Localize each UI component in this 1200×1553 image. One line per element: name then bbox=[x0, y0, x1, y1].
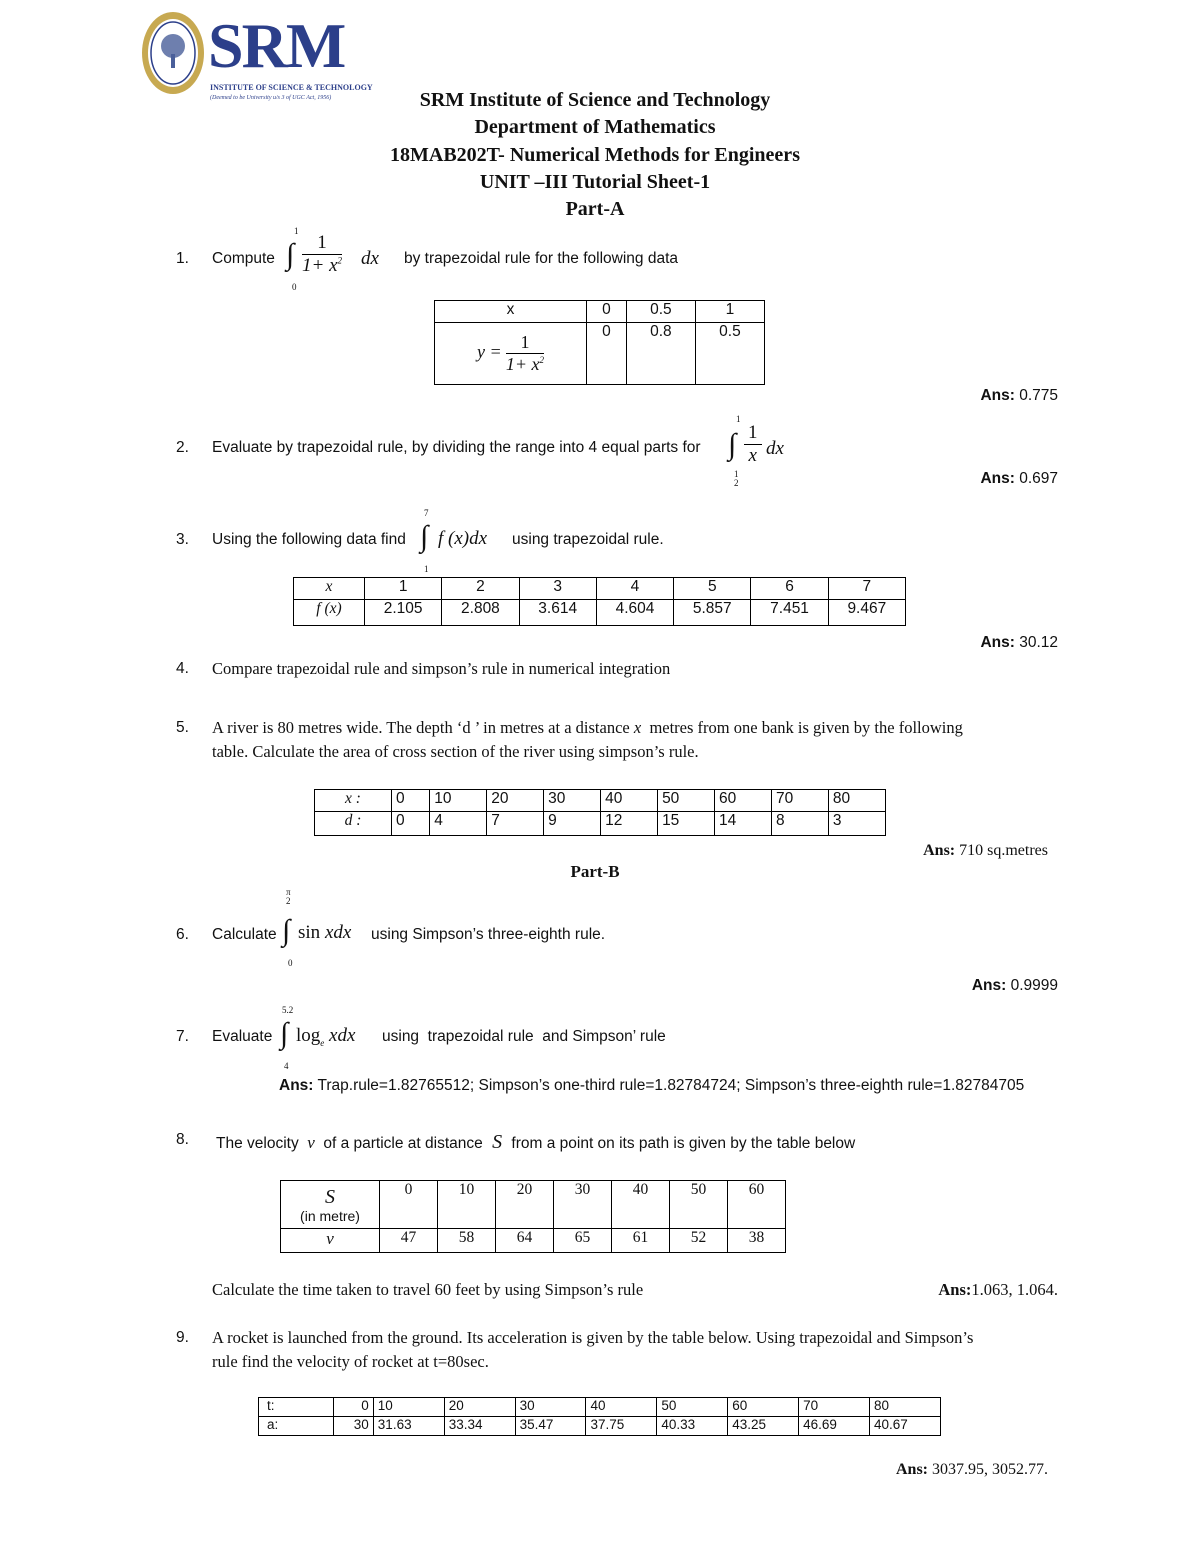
table-cell: 61 bbox=[612, 1229, 670, 1253]
table-cell: 0 bbox=[392, 812, 430, 836]
table-cell: 58 bbox=[438, 1229, 496, 1253]
question-text: rule find the velocity of rocket at t=80sec. bbox=[212, 1352, 489, 1371]
table-cell: 33.34 bbox=[444, 1417, 515, 1436]
table-cell: 40 bbox=[586, 1398, 657, 1417]
part-b-heading: Part-B bbox=[570, 862, 620, 881]
logo-subtitle: INSTITUTE OF SCIENCE & TECHNOLOGY bbox=[210, 83, 373, 92]
integral-expression: 1 ∫ 1 2 $\frac{1}{x}$ dx bbox=[728, 414, 784, 488]
table-cell: 50 bbox=[657, 1398, 728, 1417]
table-cell: 50 bbox=[658, 790, 715, 812]
question-number: 2. bbox=[176, 439, 189, 456]
table-cell: 30 bbox=[554, 1181, 612, 1229]
table-cell: 3 bbox=[519, 578, 596, 600]
table-cell: 60 bbox=[715, 790, 772, 812]
table-cell: 70 bbox=[771, 790, 828, 812]
table-cell: 35.47 bbox=[515, 1417, 586, 1436]
data-table bbox=[293, 577, 906, 626]
data-table bbox=[434, 300, 765, 385]
question-text: Using the following data find bbox=[212, 531, 406, 548]
table-cell: 40.67 bbox=[870, 1417, 941, 1436]
table-cell: 4 bbox=[430, 812, 487, 836]
table-cell: 7 bbox=[828, 578, 905, 600]
table-cell: 2.105 bbox=[365, 600, 442, 626]
question-text: Calculate bbox=[212, 926, 277, 943]
table-header-a: a: bbox=[259, 1417, 334, 1436]
university-seal-icon bbox=[140, 10, 206, 96]
integral-expression: 7 ∫ 1 f (x)dx bbox=[420, 508, 488, 574]
table-cell: 3 bbox=[828, 812, 885, 836]
table-cell: 30 bbox=[544, 790, 601, 812]
table-header-x: x bbox=[294, 578, 365, 600]
answer: Ans: 0.775 bbox=[980, 387, 1058, 404]
table-cell: 20 bbox=[487, 790, 544, 812]
table-cell: 65 bbox=[554, 1229, 612, 1253]
question-number: 7. bbox=[176, 1028, 189, 1045]
table-cell: 1 bbox=[365, 578, 442, 600]
table-cell: 20 bbox=[444, 1398, 515, 1417]
question-text: by trapezoidal rule for the following data bbox=[404, 250, 678, 267]
unit-title: UNIT –III Tutorial Sheet-1 bbox=[479, 171, 711, 193]
data-table bbox=[314, 789, 886, 836]
question-number: 1. bbox=[176, 250, 189, 267]
table-header-v: v bbox=[281, 1229, 380, 1253]
question-text: Evaluate bbox=[212, 1028, 273, 1045]
table-cell: 80 bbox=[828, 790, 885, 812]
table-cell: 12 bbox=[601, 812, 658, 836]
course-title: 18MAB202T- Numerical Methods for Engineers bbox=[390, 144, 800, 166]
question-text: table. Calculate the area of cross section of the river using simpson’s rule. bbox=[212, 742, 699, 761]
table-cell: 0.5 bbox=[626, 301, 695, 323]
table-cell: 40 bbox=[612, 1181, 670, 1229]
table-cell: 0.5 bbox=[695, 323, 764, 385]
question-text: The velocity v of a particle at distance S from a point on its path is given by the table below bbox=[216, 1131, 856, 1153]
question-number: 8. bbox=[176, 1131, 189, 1148]
table-cell: 52 bbox=[670, 1229, 728, 1253]
department-title: Department of Mathematics bbox=[474, 116, 716, 138]
table-cell: 8 bbox=[771, 812, 828, 836]
table-cell: 10 bbox=[438, 1181, 496, 1229]
question-text: A river is 80 metres wide. The depth ‘d ’ in metres at a distance x metres from one bank is given by the following bbox=[212, 718, 963, 737]
table-cell: 3.614 bbox=[519, 600, 596, 626]
table-cell: 60 bbox=[728, 1181, 786, 1229]
table-cell: 5.857 bbox=[674, 600, 751, 626]
answer: Ans: 0.9999 bbox=[971, 977, 1058, 994]
table-header-s: S (in metre) bbox=[281, 1181, 380, 1229]
question-text: Compare trapezoidal rule and simpson’s rule in numerical integration bbox=[212, 659, 671, 678]
table-cell: 1 bbox=[695, 301, 764, 323]
question-text: Calculate the time taken to travel 60 feet by using Simpson’s rule bbox=[212, 1280, 644, 1299]
table-cell: 47 bbox=[380, 1229, 438, 1253]
answer: Ans: 0.697 bbox=[980, 470, 1058, 487]
table-header-t: t: bbox=[259, 1398, 334, 1417]
answer: Ans: 710 sq.metres bbox=[923, 842, 1048, 859]
table-cell: 30 bbox=[334, 1417, 374, 1436]
table-cell: 64 bbox=[496, 1229, 554, 1253]
table-header-x: x : bbox=[315, 790, 392, 812]
question-number: 3. bbox=[176, 531, 189, 548]
table-cell: 80 bbox=[870, 1398, 941, 1417]
data-table bbox=[258, 1397, 941, 1436]
answer: Ans: 3037.95, 3052.77. bbox=[895, 1461, 1048, 1478]
table-cell: 0 bbox=[587, 323, 627, 385]
table-cell: 70 bbox=[799, 1398, 870, 1417]
data-table bbox=[280, 1180, 786, 1253]
question-text: using trapezoidal rule and Simpson’ rule bbox=[382, 1028, 666, 1045]
table-cell: 40 bbox=[601, 790, 658, 812]
question-text: Evaluate by trapezoidal rule, by dividing the range into 4 equal parts for bbox=[212, 439, 701, 456]
part-a-heading: Part-A bbox=[565, 198, 625, 220]
answer: Ans:1.063, 1.064. bbox=[938, 1280, 1058, 1299]
table-cell: 4.604 bbox=[596, 600, 673, 626]
table-cell: 31.63 bbox=[373, 1417, 444, 1436]
table-cell: 0 bbox=[334, 1398, 374, 1417]
table-cell: 38 bbox=[728, 1229, 786, 1253]
table-cell: 20 bbox=[496, 1181, 554, 1229]
question-number: 5. bbox=[176, 719, 189, 736]
table-cell: 5 bbox=[674, 578, 751, 600]
table-cell: 2 bbox=[442, 578, 519, 600]
integral-expression: 1 ∫ 0 $\frac{1}{1+ x^2}$ dx bbox=[286, 226, 379, 292]
table-cell: 14 bbox=[715, 812, 772, 836]
table-cell: 37.75 bbox=[586, 1417, 657, 1436]
question-text: using trapezoidal rule. bbox=[512, 531, 664, 548]
table-cell: 50 bbox=[670, 1181, 728, 1229]
logo-text: SRM bbox=[208, 10, 345, 81]
table-cell: 15 bbox=[658, 812, 715, 836]
table-cell: 0 bbox=[392, 790, 430, 812]
logo-tagline: (Deemed to be University u/s 3 of UGC Act, 1956) bbox=[210, 95, 332, 101]
table-cell: 43.25 bbox=[728, 1417, 799, 1436]
y-formula: y = $\frac{1}{1+ x^2}$ bbox=[435, 323, 587, 385]
integral-expression: 5.2 ∫ 4 $\log_e$ xdx bbox=[280, 1005, 356, 1071]
table-header-d: d : bbox=[315, 812, 392, 836]
table-cell: 10 bbox=[430, 790, 487, 812]
table-header-x: x bbox=[435, 301, 587, 323]
table-cell: 7.451 bbox=[751, 600, 828, 626]
answer: Ans: 30.12 bbox=[980, 634, 1058, 651]
answer: Ans: Trap.rule=1.82765512; Simpson’s one-third rule=1.82784724; Simpson’s three-eighth rule=1.82784705 bbox=[279, 1077, 1025, 1094]
table-cell: 9.467 bbox=[828, 600, 905, 626]
question-text: Compute bbox=[212, 250, 275, 267]
table-cell: 10 bbox=[373, 1398, 444, 1417]
table-cell: 2.808 bbox=[442, 600, 519, 626]
table-cell: 9 bbox=[544, 812, 601, 836]
question-text: using Simpson’s three-eighth rule. bbox=[371, 926, 606, 943]
question-number: 9. bbox=[176, 1329, 189, 1346]
table-cell: 4 bbox=[596, 578, 673, 600]
table-header-f: f (x) bbox=[294, 600, 365, 626]
table-cell: 7 bbox=[487, 812, 544, 836]
table-cell: 30 bbox=[515, 1398, 586, 1417]
table-cell: 0.8 bbox=[626, 323, 695, 385]
institute-title: SRM Institute of Science and Technology bbox=[419, 89, 771, 111]
table-cell: 0 bbox=[380, 1181, 438, 1229]
table-cell: 60 bbox=[728, 1398, 799, 1417]
table-cell: 46.69 bbox=[799, 1417, 870, 1436]
question-text: A rocket is launched from the ground. Its acceleration is given by the table below. Using trapezoidal and Simpson’s bbox=[212, 1328, 974, 1347]
integral-expression: π 2 ∫ 0 sin xdx bbox=[282, 887, 352, 968]
table-cell: 0 bbox=[587, 301, 627, 323]
table-cell: 40.33 bbox=[657, 1417, 728, 1436]
question-number: 4. bbox=[176, 660, 189, 677]
table-cell: 6 bbox=[751, 578, 828, 600]
question-number: 6. bbox=[176, 926, 189, 943]
